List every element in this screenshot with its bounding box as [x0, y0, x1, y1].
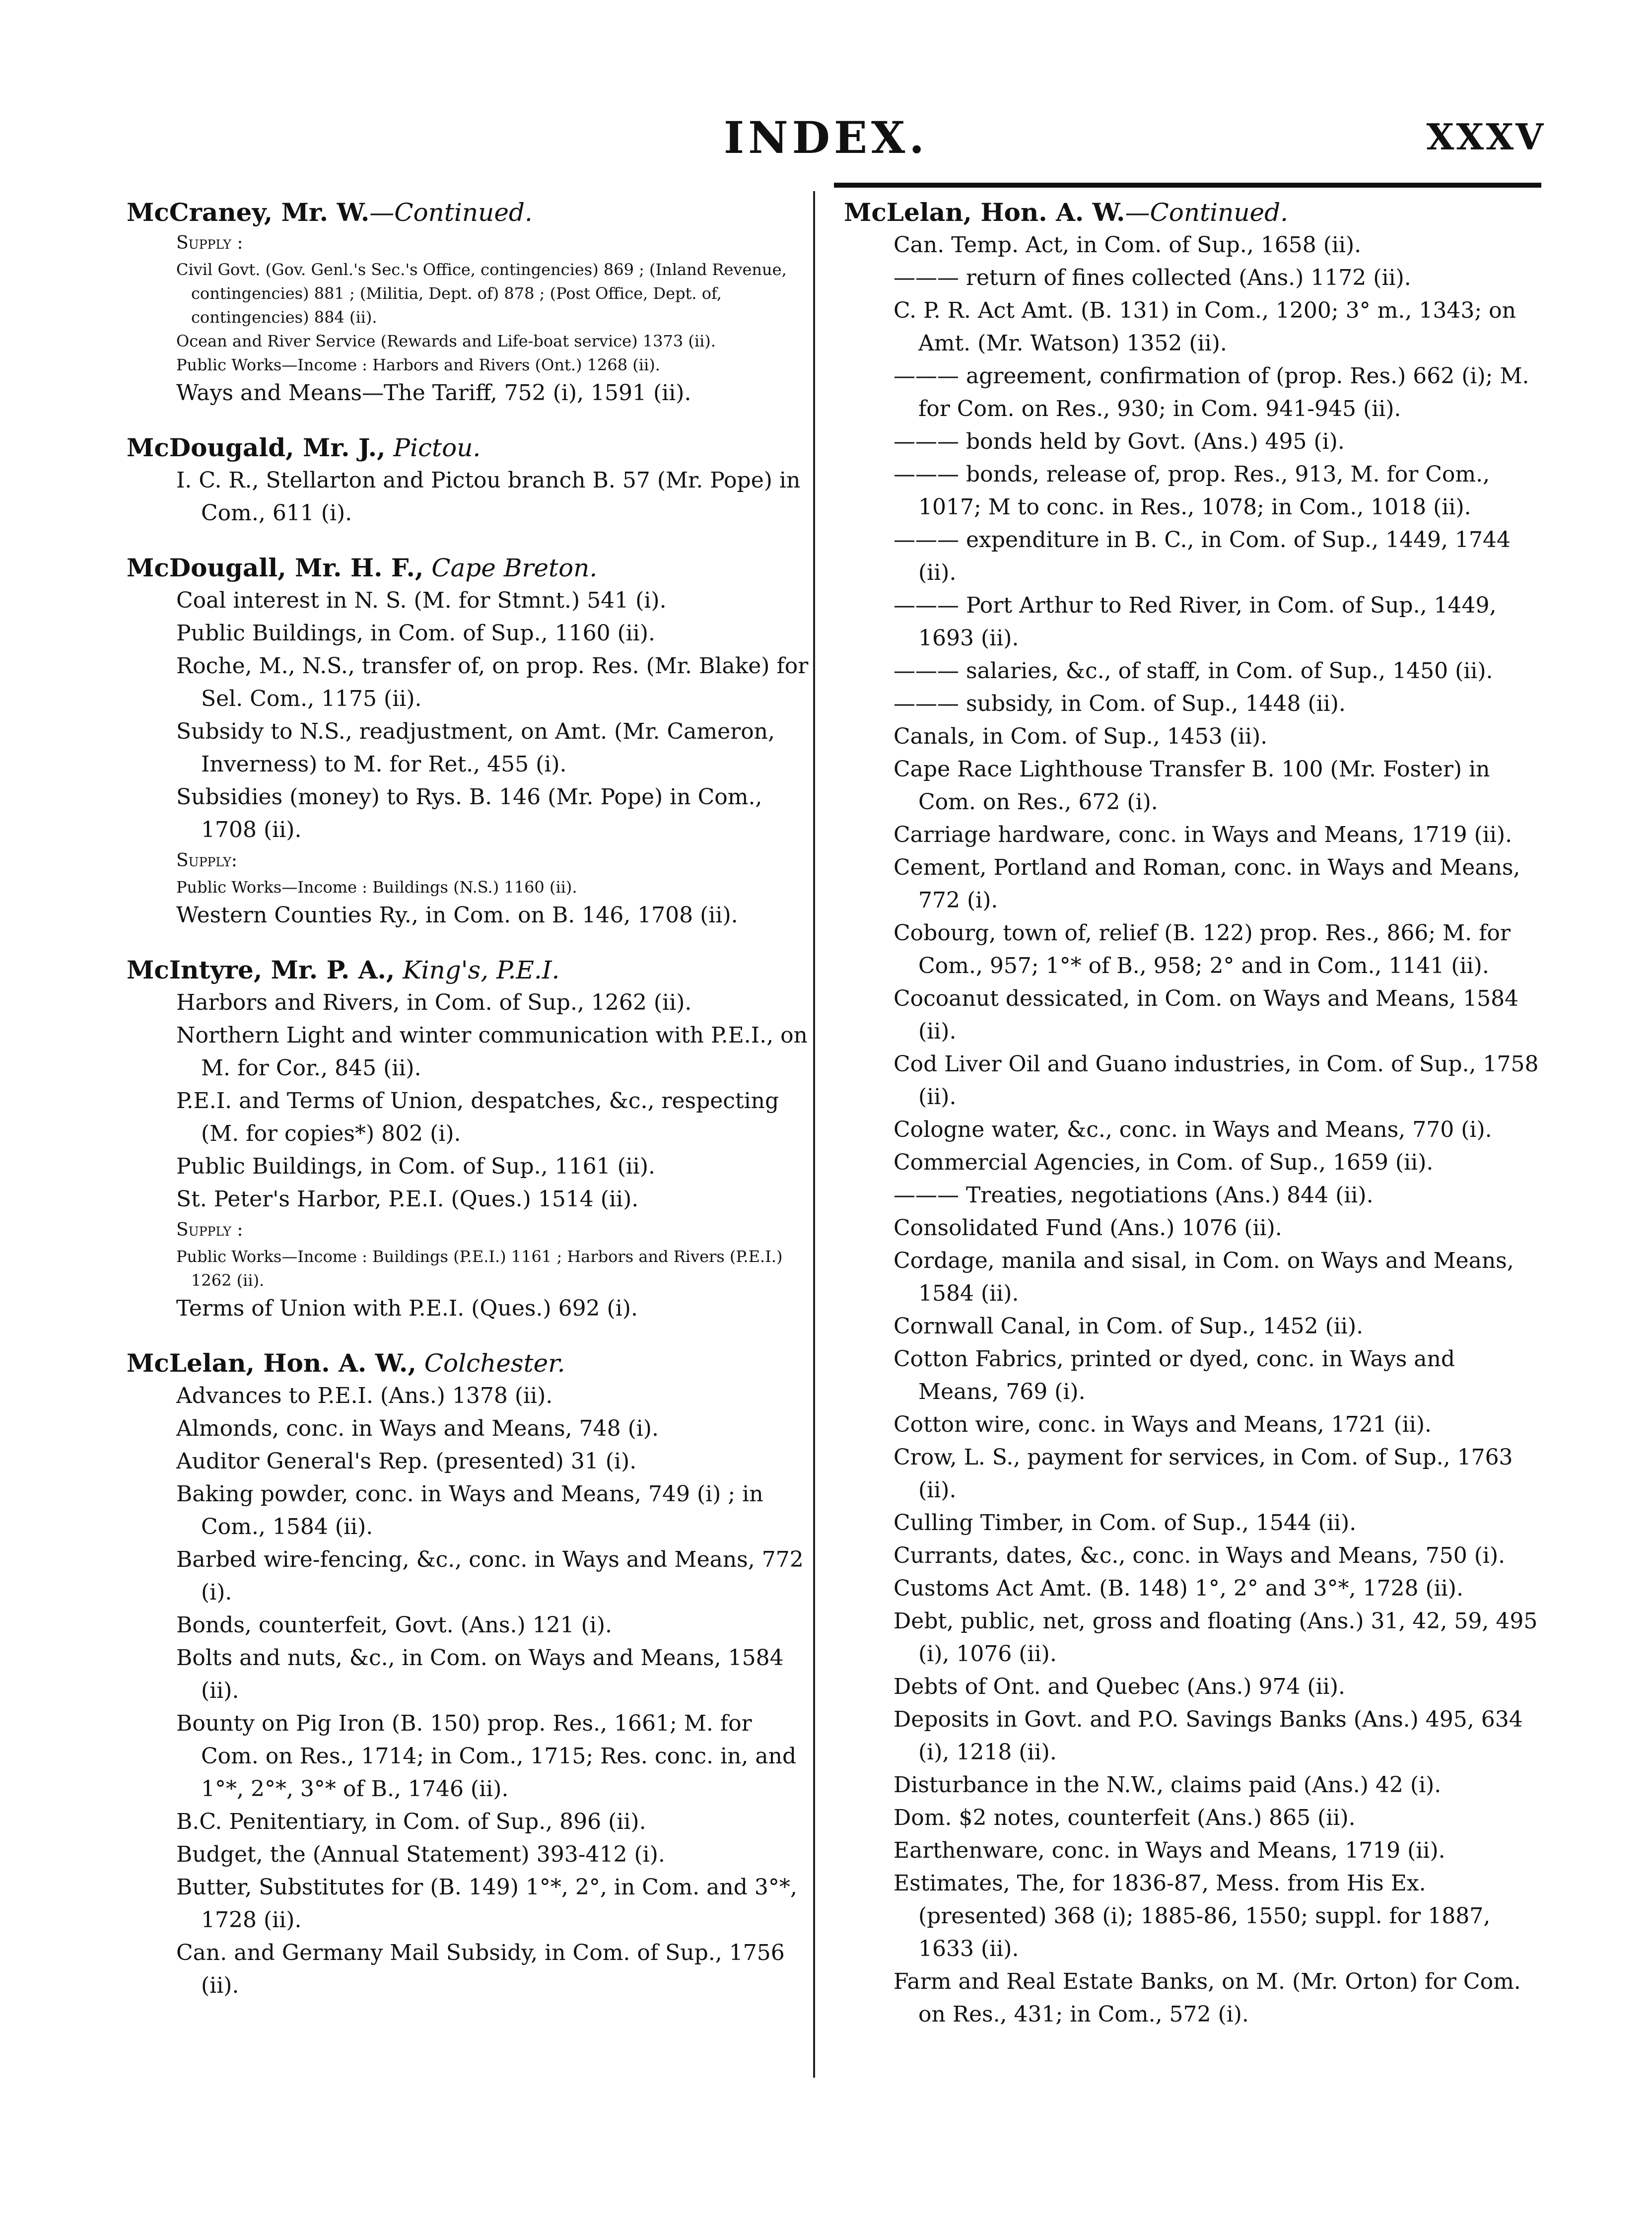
left-column [127, 196, 812, 2024]
entry-place: Cape Breton. [431, 554, 598, 582]
index-item: P.E.I. and Terms of Union, despatches, &c., respecting (M. for copies*) 802 (i). [176, 1088, 779, 1146]
entry-name: McDougald, Mr. J., [127, 433, 386, 462]
index-entry [127, 552, 812, 932]
index-item: Can. and Germany Mail Subsidy, in Com. of Sup., 1756 (ii). [176, 1940, 785, 1998]
index-item: Public Buildings, in Com. of Sup., 1161 (ii). [176, 1154, 656, 1179]
index-item: I. C. R., Stellarton and Pictou branch B. 57 (Mr. Pope) in Com., 611 (i). [176, 468, 801, 526]
entry-name: McCraney, Mr. W. [127, 198, 370, 227]
index-item: Cotton wire, conc. in Ways and Means, 1721 (ii). [894, 1412, 1432, 1437]
index-item: ——— agreement, confirmation of (prop. Res.) 662 (i); M. for Com. on Res., 930; in Com. 941-945 (ii). [894, 363, 1529, 421]
entry-place: King's, P.E.I. [403, 956, 560, 984]
column-divider [813, 191, 815, 2078]
index-item: Carriage hardware, conc. in Ways and Means, 1719 (ii). [894, 822, 1513, 847]
index-entry [127, 1347, 812, 2002]
entry-heading [127, 196, 812, 229]
index-item: Cod Liver Oil and Guano industries, in Com. of Sup., 1758 (ii). [894, 1051, 1539, 1110]
supply-label: Supply : [176, 233, 243, 253]
sub-item: Public Works—Income : Harbors and Rivers (Ont.) 1268 (ii). [176, 355, 660, 374]
index-item: B.C. Penitentiary, in Com. of Sup., 896 (ii). [176, 1809, 646, 1834]
sub-item: Public Works—Income : Buildings (P.E.I.) 1161 ; Harbors and Rivers (P.E.I.) 1262 (ii). [176, 1247, 783, 1290]
right-column [844, 196, 1539, 2031]
index-item: Debts of Ont. and Quebec (Ans.) 974 (ii). [894, 1674, 1345, 1699]
sub-item: Civil Govt. (Gov. Genl.'s Sec.'s Office, contingencies) 869 ; (Inland Revenue, contingencies) 881 ; (Militia, Dept. of) 878 ; (Post Office, Dept. of, contingencies) 884 (ii). [176, 260, 787, 327]
sub-item: Public Works—Income : Buildings (N.S.) 1160 (ii). [176, 878, 577, 897]
entry-heading [127, 1347, 812, 1380]
index-item: Public Buildings, in Com. of Sup., 1160 (ii). [176, 621, 656, 646]
index-item: Harbors and Rivers, in Com. of Sup., 1262 (ii). [176, 990, 692, 1015]
index-item: ——— salaries, &c., of staff, in Com. of Sup., 1450 (ii). [894, 658, 1493, 684]
entry-name: McDougall, Mr. H. F., [127, 553, 424, 582]
index-item: Bonds, counterfeit, Govt. (Ans.) 121 (i). [176, 1612, 613, 1638]
index-item: Auditor General's Rep. (presented) 31 (i). [176, 1449, 637, 1474]
index-item: Baking powder, conc. in Ways and Means, 749 (i) ; in Com., 1584 (ii). [176, 1481, 763, 1539]
index-item: Earthenware, conc. in Ways and Means, 1719 (ii). [894, 1838, 1446, 1863]
index-item: Cobourg, town of, relief (B. 122) prop. Res., 866; M. for Com., 957; 1°* of B., 958; 2° and in Com., 1141 (ii). [894, 920, 1511, 979]
index-item: Cape Race Lighthouse Transfer B. 100 (Mr. Foster) in Com. on Res., 672 (i). [894, 757, 1490, 815]
index-item: Butter, Substitutes for (B. 149) 1°*, 2°, in Com. and 3°*, 1728 (ii). [176, 1875, 797, 1933]
index-item: Subsidy to N.S., readjustment, on Amt. (Mr. Cameron, Inverness) to M. for Ret., 455 (i). [176, 719, 775, 777]
index-item: Terms of Union with P.E.I. (Ques.) 692 (i). [176, 1296, 638, 1321]
sub-item: Ocean and River Service (Rewards and Life-boat service) 1373 (ii). [176, 332, 716, 350]
index-item: Bolts and nuts, &c., in Com. on Ways and Means, 1584 (ii). [176, 1645, 784, 1703]
index-item: ——— bonds, release of, prop. Res., 913, M. for Com., 1017; M to conc. in Res., 1078; in Com., 1018 (ii). [894, 462, 1490, 520]
index-item: Canals, in Com. of Sup., 1453 (ii). [894, 724, 1268, 749]
index-item: Subsidies (money) to Rys. B. 146 (Mr. Pope) in Com., 1708 (ii). [176, 784, 762, 842]
entry-name: McLelan, Hon. A. W., [127, 1348, 416, 1378]
index-item: C. P. R. Act Amt. (B. 131) in Com., 1200; 3° m., 1343; on Amt. (Mr. Watson) 1352 (ii). [894, 298, 1516, 356]
supply-label: Supply : [176, 1220, 243, 1240]
index-item: Farm and Real Estate Banks, on M. (Mr. Orton) for Com. on Res., 431; in Com., 572 (i). [894, 1969, 1521, 2027]
index-item: Advances to P.E.I. (Ans.) 1378 (ii). [176, 1383, 553, 1408]
index-item: Currants, dates, &c., conc. in Ways and Means, 750 (i). [894, 1543, 1506, 1568]
index-item: Western Counties Ry., in Com. on B. 146, 1708 (ii). [176, 903, 738, 928]
entry-heading [127, 954, 812, 986]
index-item: Roche, M., N.S., transfer of, on prop. Res. (Mr. Blake) for Sel. Com., 1175 (ii). [176, 653, 809, 711]
page-header [0, 112, 1652, 166]
index-item: St. Peter's Harbor, P.E.I. (Ques.) 1514 (ii). [176, 1187, 639, 1212]
entry-place: Pictou. [393, 433, 481, 462]
index-item: ——— Port Arthur to Red River, in Com. of Sup., 1449, 1693 (ii). [894, 593, 1497, 651]
entry-place: Colchester. [424, 1349, 565, 1378]
index-item: ——— Treaties, negotiations (Ans.) 844 (ii). [894, 1183, 1374, 1208]
index-item: Estimates, The, for 1836-87, Mess. from His Ex. (presented) 368 (i); 1885-86, 1550; suppl. for 1887, 1633 (ii). [894, 1871, 1491, 1961]
index-item: Ways and Means—The Tariff, 752 (i), 1591 (ii). [176, 380, 691, 406]
entry-name: McLelan, Hon. A. W. [844, 198, 1125, 227]
page-number: XXXV [1426, 116, 1545, 158]
index-item: Cement, Portland and Roman, conc. in Ways and Means, 772 (i). [894, 855, 1520, 913]
index-item: Debt, public, net, gross and floating (Ans.) 31, 42, 59, 495 (i), 1076 (ii). [894, 1609, 1538, 1667]
index-entry [127, 431, 812, 530]
index-item: Barbed wire-fencing, &c., conc. in Ways and Means, 772 (i). [176, 1547, 804, 1605]
index-item: ——— bonds held by Govt. (Ans.) 495 (i). [894, 429, 1345, 454]
index-item: Can. Temp. Act, in Com. of Sup., 1658 (ii). [894, 232, 1362, 258]
entry-heading [844, 196, 1539, 229]
index-item: Disturbance in the N.W., claims paid (Ans.) 42 (i). [894, 1772, 1442, 1798]
page-title: INDEX. [724, 112, 928, 163]
entry-heading [127, 431, 812, 464]
index-item: Cornwall Canal, in Com. of Sup., 1452 (ii). [894, 1314, 1364, 1339]
entry-place: —Continued. [369, 198, 533, 227]
index-item: ——— return of fines collected (Ans.) 1172 (ii). [894, 265, 1411, 290]
index-item: Consolidated Fund (Ans.) 1076 (ii). [894, 1215, 1282, 1241]
index-item: ——— subsidy, in Com. of Sup., 1448 (ii). [894, 691, 1346, 716]
index-item: ——— expenditure in B. C., in Com. of Sup., 1449, 1744 (ii). [894, 527, 1511, 585]
index-item: Cocoanut dessicated, in Com. on Ways and Means, 1584 (ii). [894, 986, 1519, 1044]
entry-place: —Continued. [1125, 198, 1289, 227]
index-item: Commercial Agencies, in Com. of Sup., 1659 (ii). [894, 1150, 1434, 1175]
index-item: Almonds, conc. in Ways and Means, 748 (i). [176, 1416, 659, 1441]
index-item: Cordage, manila and sisal, in Com. on Ways and Means, 1584 (ii). [894, 1248, 1514, 1306]
index-item: Cologne water, &c., conc. in Ways and Means, 770 (i). [894, 1117, 1492, 1142]
index-item: Culling Timber, in Com. of Sup., 1544 (ii). [894, 1510, 1357, 1536]
entry-heading [127, 552, 812, 584]
supply-label: Supply: [176, 850, 238, 871]
index-item: Cotton Fabrics, printed or dyed, conc. in Ways and Means, 769 (i). [894, 1346, 1455, 1404]
index-item: Northern Light and winter communication with P.E.I., on M. for Cor., 845 (ii). [176, 1023, 808, 1081]
index-item: Coal interest in N. S. (M. for Stmnt.) 541 (i). [176, 588, 667, 613]
index-entry [127, 196, 812, 410]
index-item: Dom. $2 notes, counterfeit (Ans.) 865 (ii). [894, 1805, 1356, 1830]
index-item: Deposits in Govt. and P.O. Savings Banks (Ans.) 495, 634 (i), 1218 (ii). [894, 1707, 1523, 1765]
index-item: Crow, L. S., payment for services, in Com. of Sup., 1763 (ii). [894, 1445, 1513, 1503]
index-item: Budget, the (Annual Statement) 393-412 (i). [176, 1842, 665, 1867]
entry-name: McIntyre, Mr. P. A., [127, 955, 395, 984]
header-rule [834, 183, 1541, 188]
index-item: Bounty on Pig Iron (B. 150) prop. Res., 1661; M. for Com. on Res., 1714; in Com., 1715; Res. conc. in, and 1°*, 2°*, 3°* of B., 1746 (ii). [176, 1711, 797, 1802]
index-entry [127, 954, 812, 1325]
index-item: Customs Act Amt. (B. 148) 1°, 2° and 3°*, 1728 (ii). [894, 1576, 1463, 1601]
